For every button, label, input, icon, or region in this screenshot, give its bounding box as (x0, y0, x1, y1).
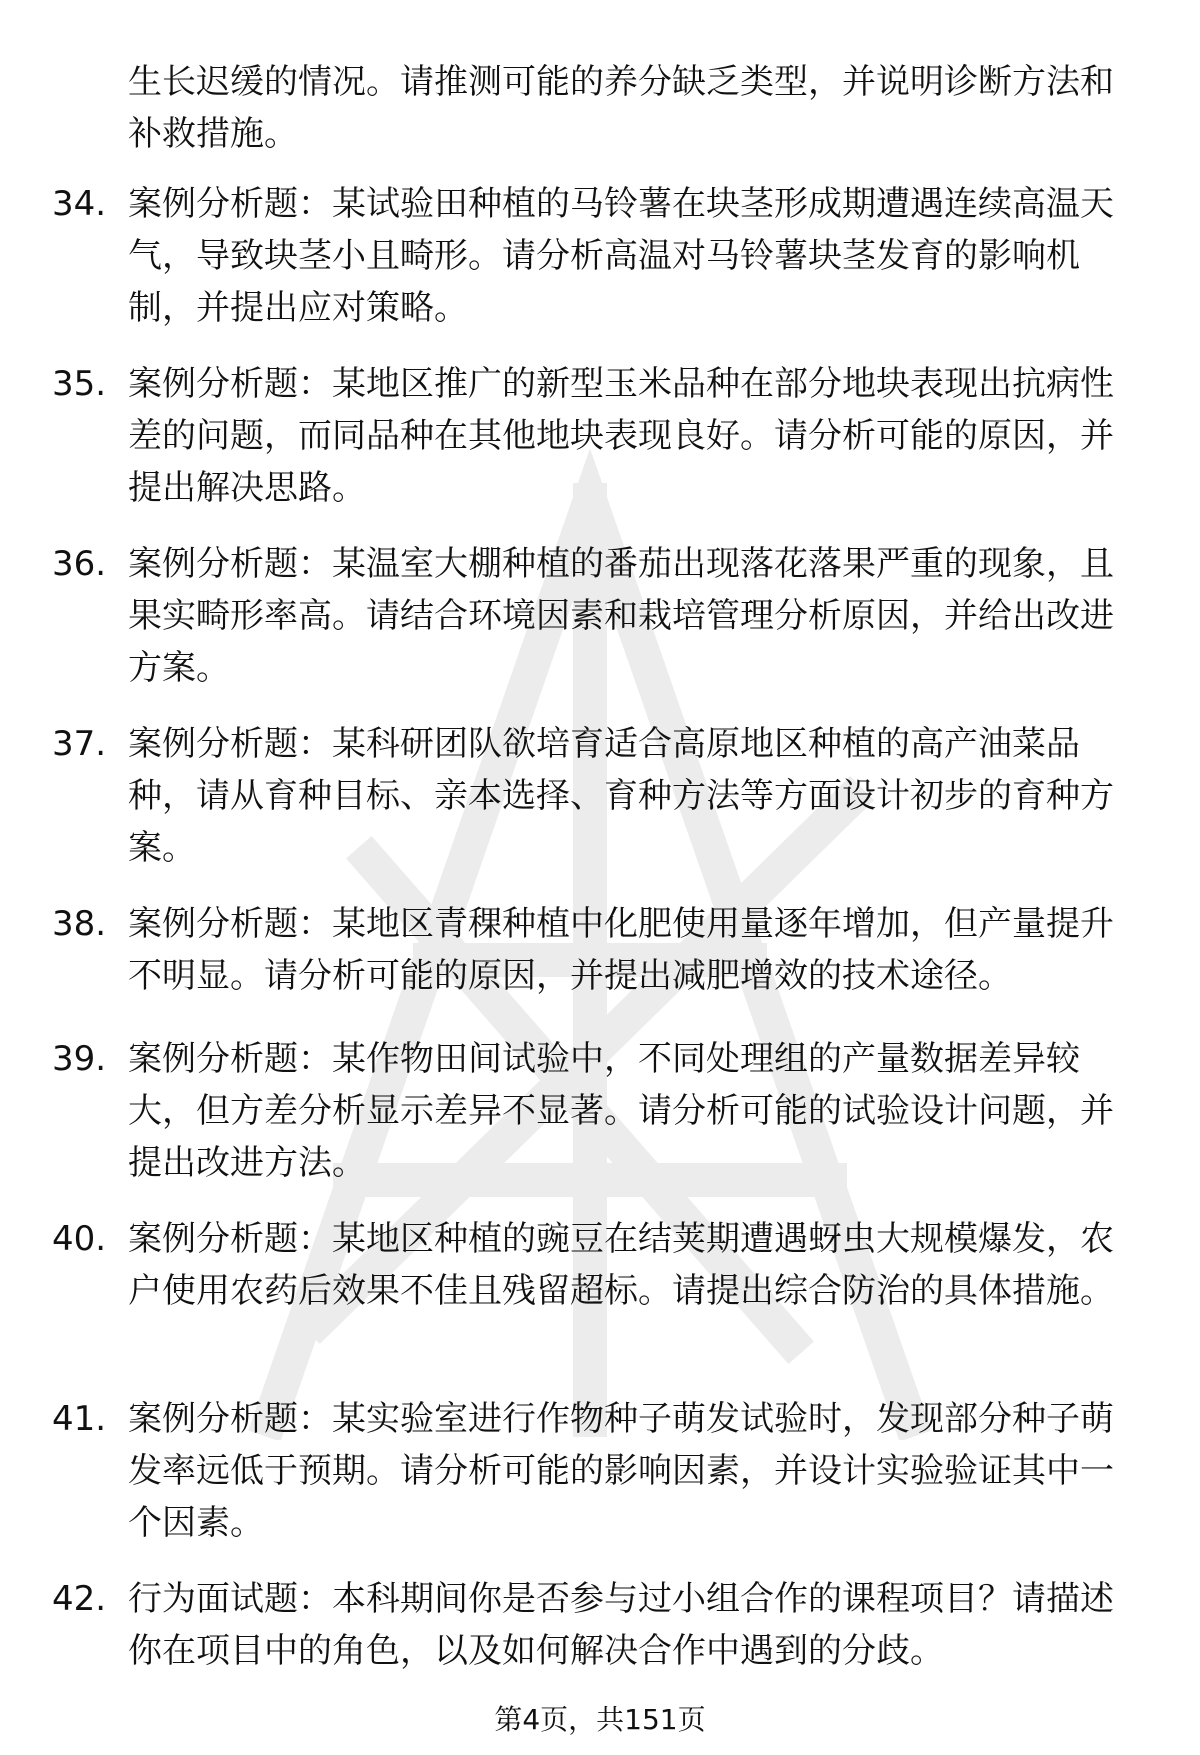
question-number: 35. (52, 364, 107, 404)
question-text: 案例分析题：某地区种植的豌豆在结荚期遭遇蚜虫大规模爆发，农户使用农药后效果不佳且残留超标。请提出综合防治的具体措施。 (128, 1219, 1114, 1311)
question-number: 38. (52, 904, 107, 944)
question-text: 案例分析题：某地区青稞种植中化肥使用量逐年增加，但产量提升不明显。请分析可能的原因，并提出减肥增效的技术途径。 (128, 904, 1114, 996)
page-footer (0, 1700, 1200, 1740)
question-text: 案例分析题：某实验室进行作物种子萌发试验时，发现部分种子萌发率远低于预期。请分析可能的影响因素，并设计实验验证其中一个因素。 (128, 1399, 1114, 1543)
question-number: 39. (52, 1039, 107, 1079)
question-number: 37. (52, 724, 107, 764)
question-number: 34. (52, 184, 107, 224)
question-number: 41. (52, 1399, 107, 1439)
continuation-paragraph (128, 56, 1138, 160)
page-number-label: 第4页，共151页 (494, 1703, 706, 1736)
question-text: 案例分析题：某试验田种植的马铃薯在块茎形成期遭遇连续高温天气，导致块茎小且畸形。请分析高温对马铃薯块茎发育的影响机制，并提出应对策略。 (128, 184, 1114, 328)
question-number: 42. (52, 1579, 107, 1619)
question-number: 36. (52, 544, 107, 584)
question-number: 40. (52, 1219, 107, 1259)
continuation-text: 生长迟缓的情况。请推测可能的养分缺乏类型，并说明诊断方法和补救措施。 (128, 62, 1114, 154)
question-text: 案例分析题：某温室大棚种植的番茄出现落花落果严重的现象，且果实畸形率高。请结合环境因素和栽培管理分析原因，并给出改进方案。 (128, 544, 1114, 688)
question-text: 案例分析题：某作物田间试验中，不同处理组的产量数据差异较大，但方差分析显示差异不显著。请分析可能的试验设计问题，并提出改进方法。 (128, 1039, 1114, 1183)
question-text: 行为面试题：本科期间你是否参与过小组合作的课程项目？请描述你在项目中的角色，以及如何解决合作中遇到的分歧。 (128, 1579, 1114, 1671)
question-text: 案例分析题：某科研团队欲培育适合高原地区种植的高产油菜品种，请从育种目标、亲本选择、育种方法等方面设计初步的育种方案。 (128, 724, 1114, 868)
question-text: 案例分析题：某地区推广的新型玉米品种在部分地块表现出抗病性差的问题，而同品种在其他地块表现良好。请分析可能的原因，并提出解决思路。 (128, 364, 1114, 508)
